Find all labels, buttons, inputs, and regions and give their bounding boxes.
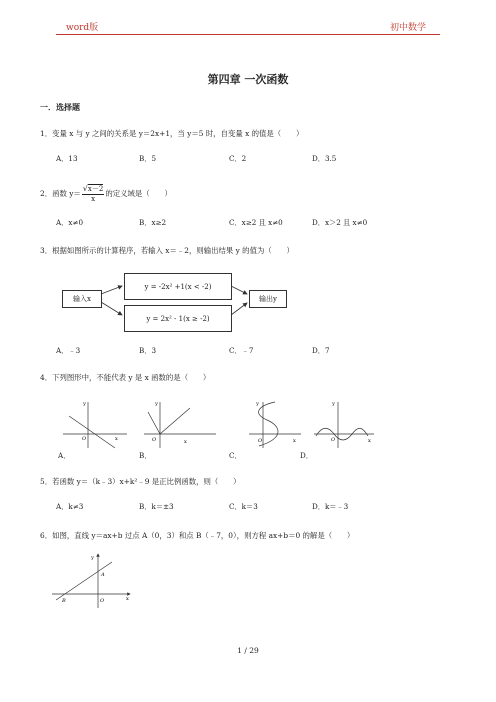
flow-output-box: 输出y <box>249 290 287 308</box>
question-4: 4．下列图形中，不能代表 y 是 x 函数的是（ ） <box>40 373 211 382</box>
q4a-origin: O <box>82 436 87 442</box>
q1-option-d: D．3.5 <box>312 154 337 163</box>
q4c-axis-x: x <box>293 438 296 444</box>
q6-origin: O <box>100 598 105 604</box>
q2-text-post: 的定义域是（ ） <box>105 189 172 198</box>
q4c-axis-y: y <box>256 401 259 407</box>
q3-option-c: C．﹣7 <box>229 346 254 355</box>
q5-option-a: A．k≠3 <box>56 502 84 511</box>
q4c-origin: O <box>258 438 263 444</box>
q4-graph-a <box>55 396 135 452</box>
q4a-axis-y: y <box>83 401 86 407</box>
q4-option-a: A． <box>58 451 71 460</box>
question-5: 5．若函数 y＝（k﹣3）x+k²﹣9 是正比例函数，则（ ） <box>40 477 241 486</box>
q4b-origin: O <box>152 437 157 443</box>
q4d-origin: O <box>331 437 336 443</box>
arrow-input-to-top <box>101 286 122 294</box>
q6-graph <box>48 550 138 610</box>
q4-graph-b <box>140 396 220 452</box>
q2-option-d: D．x＞2 且 x≠0 <box>312 218 368 227</box>
header-right: 初中数学 <box>390 23 427 33</box>
header-left: word版 <box>66 23 99 33</box>
arrow-bottom-to-output <box>231 303 247 315</box>
q4d-axis-x: x <box>368 438 371 444</box>
q2-sqrt-expr: x－2 <box>87 185 104 193</box>
q1-option-b: B．5 <box>139 154 157 163</box>
q4b-axis-y: y <box>155 401 158 407</box>
flow-formula-bottom: y = 2x² - 1(x ≥ -2) <box>124 305 232 332</box>
q3-option-b: B．3 <box>139 346 157 355</box>
question-3: 3．根据如图所示的计算程序，若输入 x＝﹣2，则输出结果 y 的值为（ ） <box>40 246 294 255</box>
arrow-top-to-output <box>231 286 247 294</box>
section-heading: 一．选择题 <box>40 102 80 112</box>
q3-option-a: A．﹣3 <box>56 346 81 355</box>
q2-option-a: A．x≠0 <box>56 218 84 227</box>
q2-option-c: C．x≥2 且 x≠0 <box>229 218 283 227</box>
q6-axis-y: y <box>91 555 94 561</box>
q2-option-b: B．x≥2 <box>139 218 167 227</box>
q6-axis-x: x <box>126 596 129 602</box>
q4-option-c: C． <box>229 451 242 460</box>
q6-label-b: B <box>62 598 66 604</box>
q4-option-b: B． <box>139 451 152 460</box>
page-number: 1 / 29 <box>237 646 259 655</box>
q5-option-c: C．k＝3 <box>229 502 258 511</box>
q4d-axis-y: y <box>332 401 335 407</box>
flow-formula-top: y = -2x² +1(x < -2) <box>124 273 232 300</box>
q4-option-d: D． <box>300 451 313 460</box>
q5-option-b: B．k＝±3 <box>139 502 174 511</box>
q2-text-pre: 2．函数 y＝ <box>40 189 81 198</box>
sqrt-symbol-icon: √ <box>82 184 88 193</box>
question-6: 6．如图，直线 y＝ax+b 过点 A（0，3）和点 B（﹣7，0），则方程 ax+b＝0 的解是（ ） <box>40 531 355 540</box>
q3-option-d: D．7 <box>312 346 330 355</box>
q1-option-a: A．13 <box>56 154 78 163</box>
page-title: 第四章 一次函数 <box>207 73 289 86</box>
q4-graph-c <box>245 396 305 452</box>
q2-denominator: x <box>91 195 96 203</box>
q4a-axis-x: x <box>115 436 118 442</box>
q5-option-d: D．k＝﹣3 <box>312 502 349 511</box>
q4b-axis-x: x <box>184 439 187 445</box>
flow-input-box: 输入x <box>62 290 102 308</box>
q6-label-a: A <box>101 572 105 578</box>
q4-graph-d <box>310 396 380 452</box>
q1-option-c: C．2 <box>229 154 247 163</box>
arrow-input-to-bottom <box>101 302 122 315</box>
question-1: 1．变量 x 与 y 之间的关系是 y＝2x+1，当 y＝5 时，自变量 x 的值是（ ） <box>40 129 304 138</box>
